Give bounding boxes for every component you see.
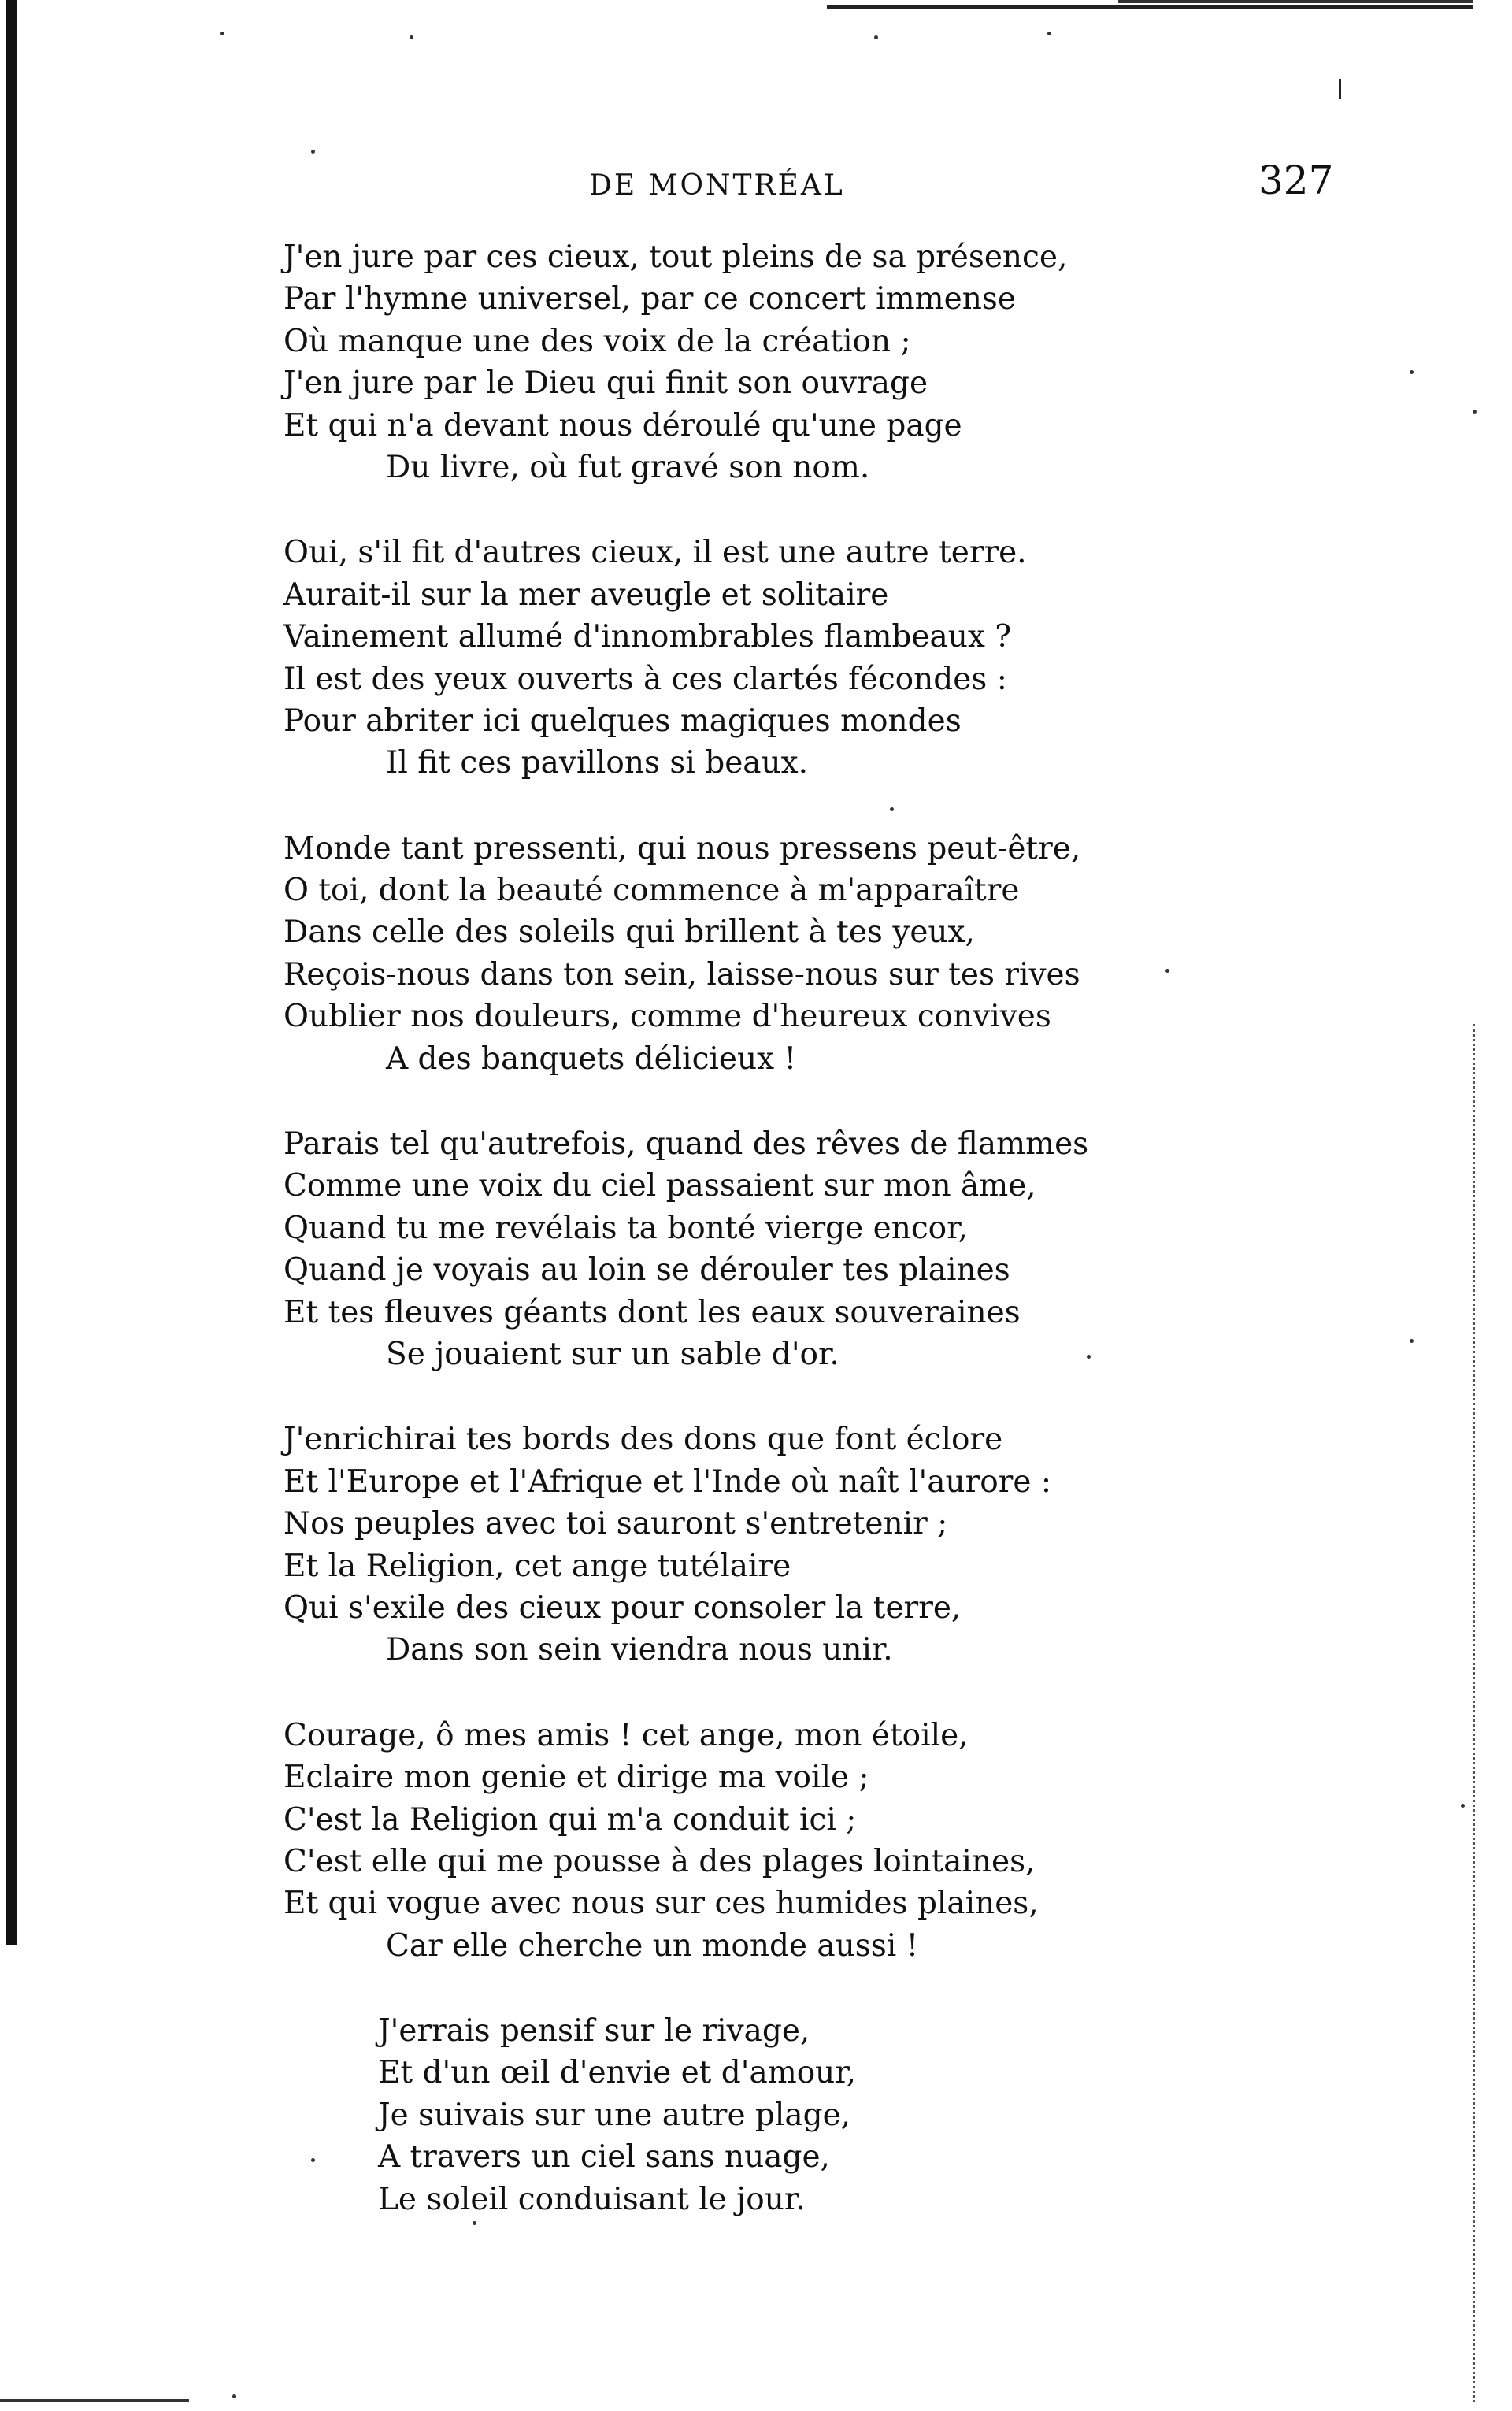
poem-line: O toi, dont la beauté commence à m'apparaître [284,873,1020,909]
poem-line: Dans celle des soleils qui brillent à tes yeux, [284,914,975,951]
bottom-scan-rule [0,2399,189,2402]
poem-line: Le soleil conduisant le jour. [378,2181,806,2217]
poem-line: Nos peuples avec toi sauront s'entretenir ; [284,1506,948,1542]
poem-line: C'est elle qui me pousse à des plages lointaines, [284,1843,1036,1879]
stanza [284,236,1441,488]
scan-speck [311,150,315,154]
poem-line: Par l'hymne universel, par ce concert immense [284,281,1016,317]
scan-speck [874,35,878,39]
stanza [284,1715,1441,1967]
stanza [284,1123,1441,1375]
poem-line: Et tes fleuves géants dont les eaux souveraines [284,1294,1021,1330]
scan-speck [410,35,413,39]
scan-speck [220,32,224,35]
poem-line: Et qui n'a devant nous déroulé qu'une page [284,407,962,443]
running-title: DE MONTRÉAL [589,169,845,202]
poem-body [284,236,1441,2264]
poem-line: Eclaire mon genie et dirige ma voile ; [284,1760,869,1796]
poem-line: Quand je voyais au loin se dérouler tes plaines [284,1252,1010,1289]
poem-line: J'errais pensif sur le rivage, [378,2013,810,2049]
binding-edge [6,0,17,1945]
poem-line: Reçois-nous dans ton sein, laisse-nous sur tes rives [284,956,1080,992]
stanza [284,532,1441,784]
poem-line: A des banquets délicieux ! [386,1040,797,1077]
top-scan-rule [827,5,1473,9]
poem-line: C'est la Religion qui m'a conduit ici ; [284,1801,857,1838]
scan-speck [1461,1804,1465,1808]
poem-line: Et d'un œil d'envie et d'amour, [378,2055,857,2091]
top-scan-rule-secondary [1118,0,1473,3]
poem-line: Vainement allumé d'innombrables flambeaux ? [284,619,1012,655]
poem-line: Dans son sein viendra nous unir. [386,1632,893,1668]
poem-line: Aurait-il sur la mer aveugle et solitaire [284,577,889,613]
poem-line: Je suivais sur une autre plage, [378,2097,851,2133]
right-margin-artifacts [1473,1024,1484,2402]
poem-line: J'en jure par le Dieu qui finit son ouvrage [284,365,928,402]
poem-line: Se jouaient sur un sable d'or. [386,1336,839,1372]
poem-line: A travers un ciel sans nuage, [378,2139,830,2175]
stanza [378,2010,1441,2220]
scan-speck [232,2394,236,2398]
poem-line: Du livre, où fut gravé son nom. [386,449,870,485]
poem-line: Oui, s'il fit d'autres cieux, il est une autre terre. [284,535,1027,571]
poem-line: Oublier nos douleurs, comme d'heureux convives [284,999,1051,1035]
poem-line: Il fit ces pavillons si beaux. [386,745,809,781]
stanza [284,828,1441,1080]
poem-line: Qui s'exile des cieux pour consoler la terre, [284,1589,962,1626]
poem-line: Où manque une des voix de la création ; [284,323,911,359]
poem-line: Et qui vogue avec nous sur ces humides plaines, [284,1886,1039,1922]
poem-line: Courage, ô mes amis ! cet ange, mon étoile, [284,1717,969,1753]
poem-line: J'enrichirai tes bords des dons que font éclore [284,1422,1003,1458]
poem-line: Et l'Europe et l'Afrique et l'Inde où naît l'aurore : [284,1463,1051,1500]
poem-line: Comme une voix du ciel passaient sur mon âme, [284,1168,1036,1204]
poem-line: Monde tant pressenti, qui nous pressens peut-être, [284,830,1081,866]
poem-line: Car elle cherche un monde aussi ! [386,1927,919,1964]
poem-line: J'en jure par ces cieux, tout pleins de sa présence, [284,239,1068,275]
poem-line: Parais tel qu'autrefois, quand des rêves de flammes [284,1126,1089,1163]
poem-line: Il est des yeux ouverts à ces clartés fécondes : [284,661,1007,697]
poem-line: Et la Religion, cet ange tutélaire [284,1548,791,1584]
scan-speck [1473,410,1477,414]
scan-speck [1047,32,1051,35]
scan-tick [1339,79,1341,99]
poem-line: Pour abriter ici quelques magiques mondes [284,703,962,739]
poem-line: Quand tu me revélais ta bonté vierge encor, [284,1210,968,1246]
page-number: 327 [1258,158,1334,203]
stanza [284,1419,1441,1671]
